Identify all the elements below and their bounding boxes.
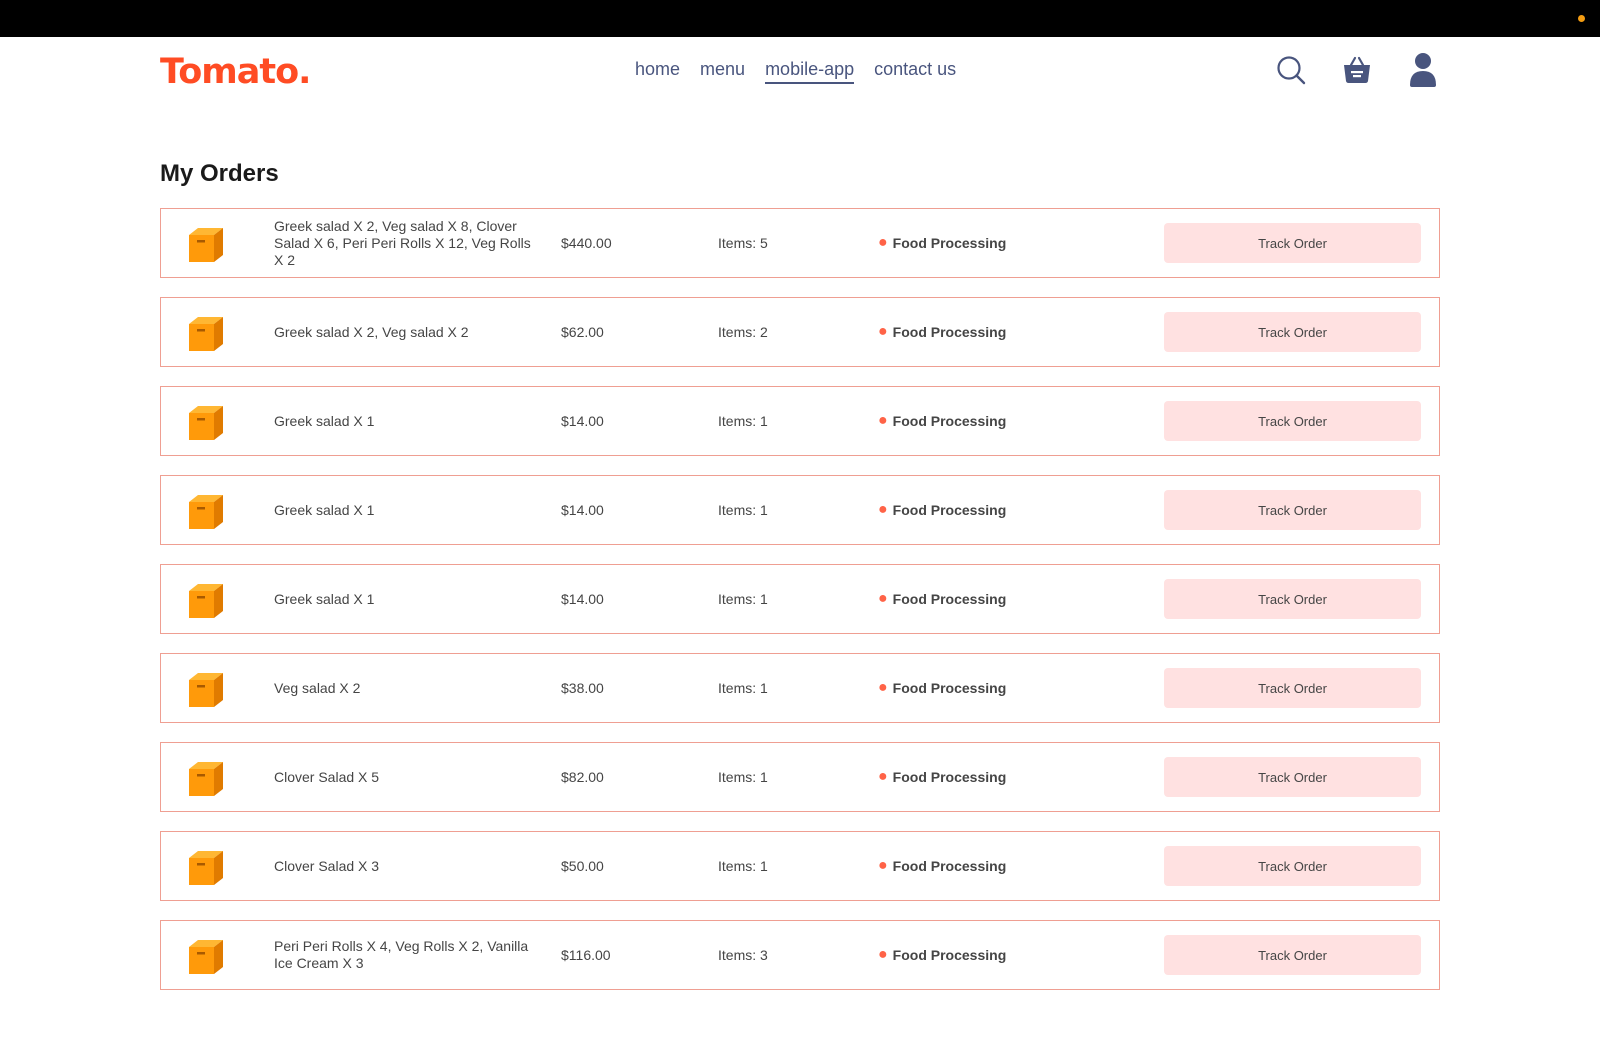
track-order-button[interactable]: Track Order [1164,490,1421,530]
order-row [160,386,1440,456]
order-amount: $14.00 [561,413,604,429]
parcel-icon [186,403,224,441]
order-item-count: Items: 1 [718,591,768,607]
parcel-icon [186,848,224,886]
search-icon[interactable] [1274,52,1308,88]
order-amount: $116.00 [561,947,611,963]
order-row [160,564,1440,634]
order-status [878,413,1006,429]
order-row [160,831,1440,901]
nav-icons [1274,52,1440,88]
order-status-label: Food Processing [892,858,1007,874]
order-amount: $62.00 [561,324,604,340]
order-items: Veg salad X 2 [274,679,361,696]
order-status [878,502,1006,518]
order-row [160,208,1440,278]
track-order-button[interactable]: Track Order [1164,846,1421,886]
status-bullet-icon: ● [878,590,888,607]
order-status [878,235,1006,251]
order-amount: $14.00 [561,502,604,518]
parcel-icon [186,492,224,530]
status-bullet-icon: ● [878,768,888,785]
order-status-label: Food Processing [892,680,1007,696]
order-item-count: Items: 5 [718,235,768,251]
nav-menu [635,59,956,84]
order-item-count: Items: 1 [718,769,768,785]
order-items: Peri Peri Rolls X 4, Veg Rolls X 2, Vanilla Ice Cream X 3 [274,938,529,971]
order-items: Greek salad X 1 [274,501,375,518]
order-status [878,947,1006,963]
status-bullet-icon: ● [878,679,888,696]
top-bar [0,0,1600,37]
order-status-label: Food Processing [892,235,1007,251]
order-row [160,653,1440,723]
order-item-count: Items: 1 [718,858,768,874]
page-title: My Orders [160,160,279,187]
order-item-count: Items: 1 [718,502,768,518]
status-bullet-icon: ● [878,323,888,340]
order-item-count: Items: 2 [718,324,768,340]
order-items: Greek salad X 2, Veg salad X 2 [274,323,469,340]
nav-item-home[interactable]: home [635,59,681,79]
nav-item-mobile-app[interactable]: mobile-app [765,59,854,84]
order-items: Clover Salad X 3 [274,857,380,874]
order-item-count: Items: 3 [718,947,768,963]
order-status-label: Food Processing [892,947,1007,963]
status-bullet-icon: ● [878,412,888,429]
status-bullet-icon: ● [878,234,888,251]
order-status-label: Food Processing [892,413,1007,429]
status-dot-icon [1578,15,1585,22]
order-amount: $440.00 [561,235,612,251]
parcel-icon [186,314,224,352]
order-status [878,324,1006,340]
order-item-count: Items: 1 [718,680,768,696]
order-row [160,297,1440,367]
order-status-label: Food Processing [892,769,1007,785]
parcel-icon [186,937,224,975]
order-status-label: Food Processing [892,591,1007,607]
status-bullet-icon: ● [878,501,888,518]
order-status [878,680,1006,696]
order-status-label: Food Processing [892,324,1007,340]
track-order-button[interactable]: Track Order [1164,223,1421,263]
track-order-button[interactable]: Track Order [1164,935,1421,975]
navbar [160,37,1440,107]
profile-icon[interactable] [1406,52,1440,88]
order-status [878,858,1006,874]
logo[interactable]: Tomato. [160,52,311,92]
order-amount: $14.00 [561,591,604,607]
order-row [160,742,1440,812]
track-order-button[interactable]: Track Order [1164,668,1421,708]
order-row [160,475,1440,545]
basket-icon[interactable] [1340,52,1374,88]
track-order-button[interactable]: Track Order [1164,401,1421,441]
order-status [878,769,1006,785]
order-item-count: Items: 1 [718,413,768,429]
order-status-label: Food Processing [892,502,1007,518]
track-order-button[interactable]: Track Order [1164,579,1421,619]
nav-item-menu[interactable]: menu [700,59,746,79]
order-items: Greek salad X 2, Veg salad X 8, Clover Salad X 6, Peri Peri Rolls X 12, Veg Rolls X 2 [274,217,531,268]
track-order-button[interactable]: Track Order [1164,312,1421,352]
nav-item-contact-us[interactable]: contact us [874,59,957,79]
parcel-icon [186,581,224,619]
order-row [160,920,1440,990]
order-amount: $82.00 [561,769,604,785]
parcel-icon [186,225,224,263]
order-items: Greek salad X 1 [274,590,375,607]
status-bullet-icon: ● [878,946,888,963]
parcel-icon [186,759,224,797]
parcel-icon [186,670,224,708]
order-items: Clover Salad X 5 [274,768,380,785]
orders-list [160,208,1440,1009]
order-amount: $50.00 [561,858,604,874]
order-items: Greek salad X 1 [274,412,375,429]
order-status [878,591,1006,607]
status-bullet-icon: ● [878,857,888,874]
track-order-button[interactable]: Track Order [1164,757,1421,797]
order-amount: $38.00 [561,680,604,696]
